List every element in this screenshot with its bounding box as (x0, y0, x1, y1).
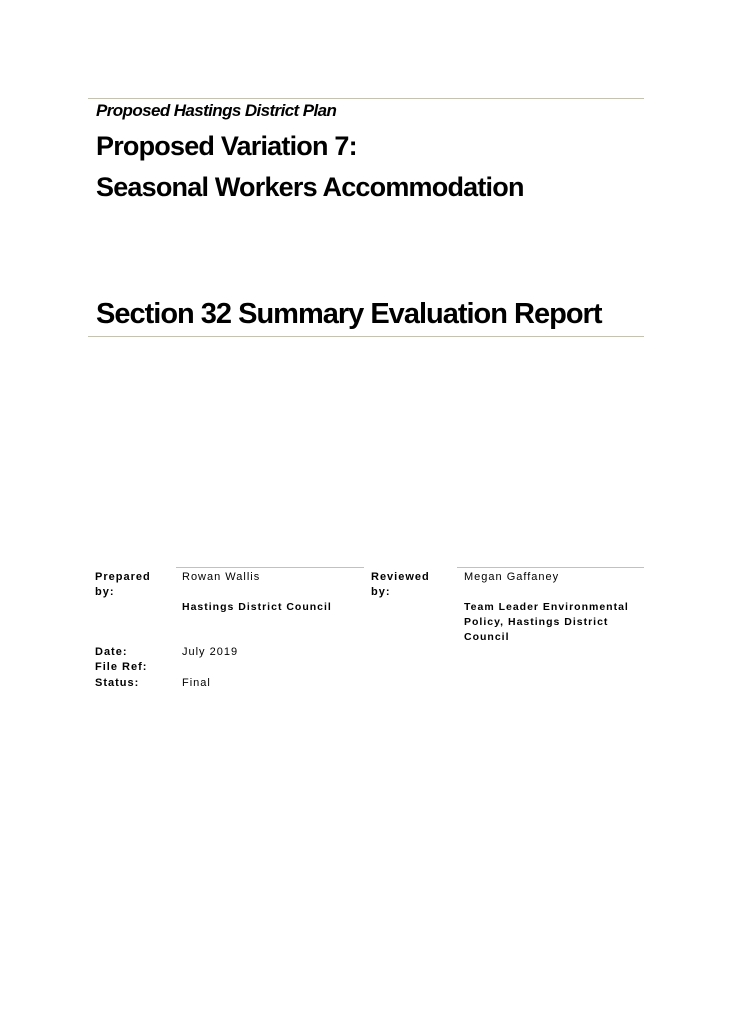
status-label: Status: (95, 677, 140, 689)
top-divider (88, 98, 644, 99)
date-label: Date: (95, 646, 128, 658)
reviewed-role-line-3: Council (464, 631, 510, 643)
reviewed-label-2: by: (371, 586, 391, 598)
prepared-org: Hastings District Council (182, 601, 332, 613)
file-ref-label: File Ref: (95, 661, 148, 673)
prepared-label-2: by: (95, 586, 115, 598)
prepared-divider (176, 567, 364, 568)
status-value: Final (182, 677, 211, 689)
title-line-1: Proposed Variation 7: (96, 131, 357, 161)
date-value: July 2019 (182, 646, 239, 658)
prepared-label-1: Prepared (95, 571, 151, 583)
title-line-2: Seasonal Workers Accommodation (96, 172, 524, 202)
report-title: Section 32 Summary Evaluation Report (96, 298, 602, 330)
reviewed-role-line-2: Policy, Hastings District (464, 616, 609, 628)
reviewed-name: Megan Gaffaney (464, 571, 560, 583)
prepared-name: Rowan Wallis (182, 571, 261, 583)
reviewed-divider (457, 567, 644, 568)
title-divider (88, 336, 644, 337)
reviewed-role-line-1: Team Leader Environmental (464, 601, 629, 613)
plan-name: Proposed Hastings District Plan (96, 101, 337, 120)
reviewed-label-1: Reviewed (371, 571, 430, 583)
